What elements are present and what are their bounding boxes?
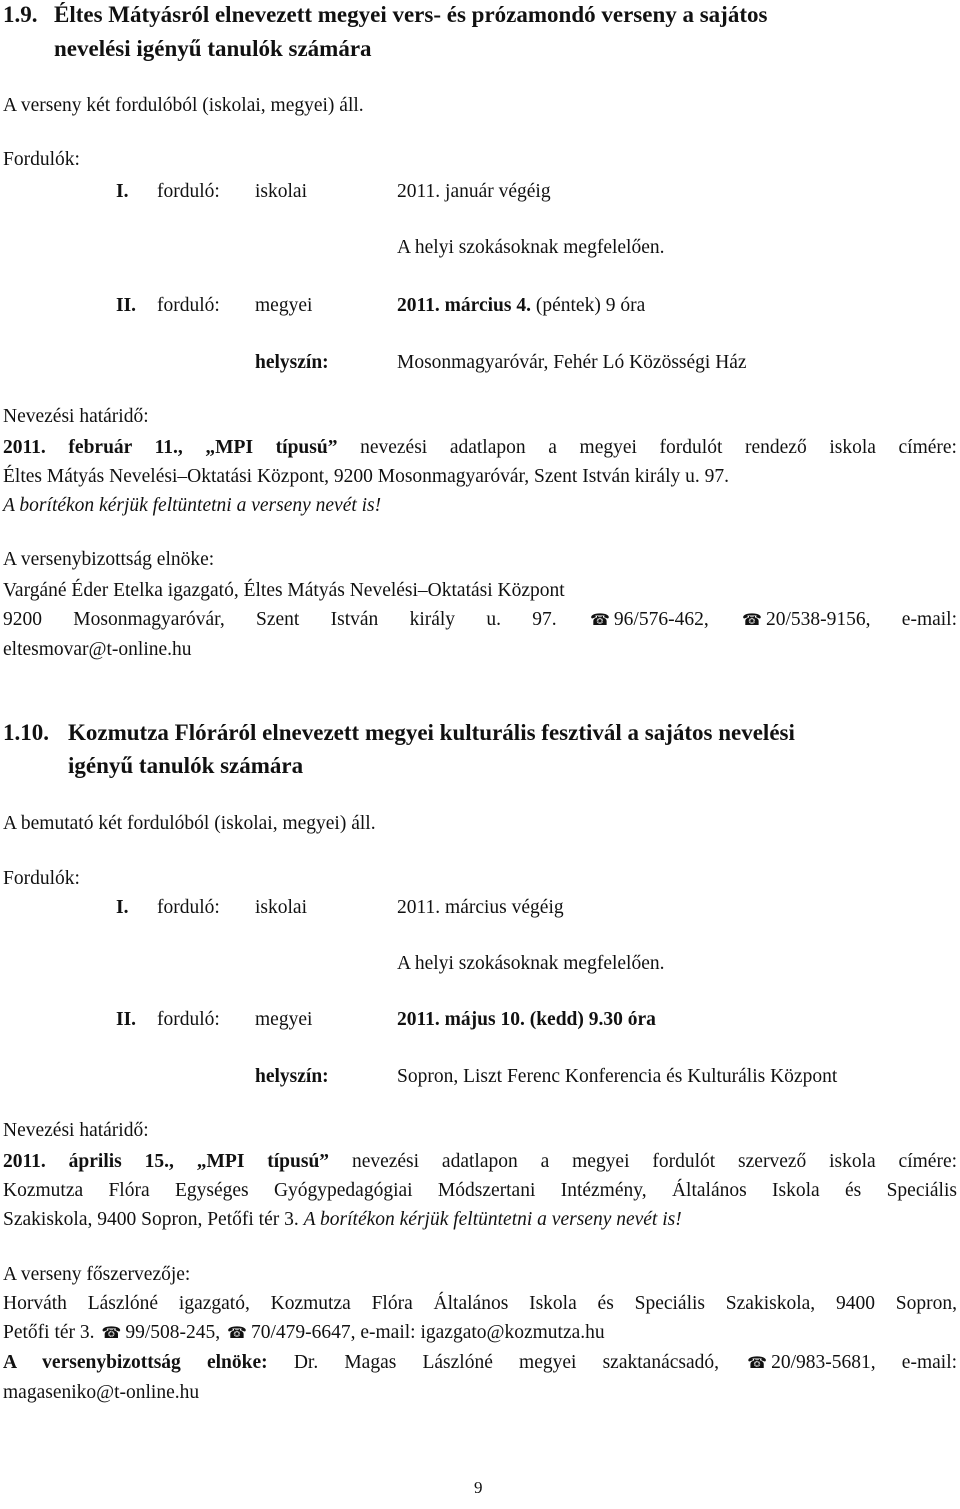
chair-phone2: 20/538-9156, e-mail: bbox=[765, 609, 958, 630]
round2-type: megyei bbox=[255, 295, 313, 316]
venue-label: helyszín: bbox=[255, 1066, 329, 1087]
deadline-line2: Kozmutza Flóra Egységes Gyógypedagógiai Módszertani Intézmény, Általános Iskola és Speciális bbox=[3, 1180, 957, 1201]
round2-date bbox=[397, 295, 645, 317]
telephone-icon: ☎ bbox=[742, 612, 762, 629]
form-name: „MPI típusú” bbox=[205, 437, 338, 458]
round1-note: A helyi szokásoknak megfelelően. bbox=[397, 953, 665, 974]
deadline-paragraph bbox=[3, 1147, 957, 1234]
round1-label: forduló: bbox=[157, 181, 220, 202]
chair-line bbox=[3, 1348, 957, 1378]
form-name: „MPI típusú” bbox=[196, 1151, 330, 1172]
telephone-icon: ☎ bbox=[747, 1355, 768, 1372]
section-number: 1.10. bbox=[3, 720, 49, 745]
page-number: 9 bbox=[474, 1478, 483, 1497]
organizer-paragraph bbox=[3, 1289, 957, 1407]
section-title-line1: Kozmutza Flóráról elnevezett megyei kulturális fesztivál a sajátos nevelési bbox=[68, 720, 795, 745]
deadline-line3 bbox=[3, 1205, 957, 1234]
deadline-text1: nevezési adatlapon a megyei fordulót rendező iskola címére: bbox=[360, 437, 957, 458]
chair-email: magaseniko@t-online.hu bbox=[3, 1382, 200, 1403]
round2-date-bold: 2011. március 4. bbox=[397, 295, 531, 316]
rounds-label: Fordulók: bbox=[3, 868, 80, 889]
deadline-label: Nevezési határidő: bbox=[3, 406, 149, 427]
round1-note: A helyi szokásoknak megfelelően. bbox=[397, 237, 665, 258]
chair-text: Dr. Magas Lászlóné megyei szaktanácsadó, bbox=[293, 1352, 719, 1373]
organizer-phone2: 70/479-6647, e-mail: igazgato@kozmutza.hu bbox=[250, 1322, 605, 1343]
venue-label: helyszín: bbox=[255, 352, 329, 373]
section-title-line2: igényű tanulók számára bbox=[68, 753, 304, 778]
chair-label: A versenybizottság elnöke: bbox=[3, 549, 215, 570]
round1-number: I. bbox=[116, 181, 129, 202]
deadline-sep: , bbox=[177, 437, 183, 458]
envelope-note: A borítékon kérjük feltüntetni a verseny nevét is! bbox=[303, 1209, 682, 1230]
organizer-address: Petőfi tér 3. bbox=[3, 1322, 95, 1343]
round1-date: 2011. március végéig bbox=[397, 897, 564, 918]
telephone-icon: ☎ bbox=[101, 1325, 122, 1342]
deadline-sep: , bbox=[169, 1151, 174, 1172]
organizer-line1: Horváth Lászlóné igazgató, Kozmutza Flóra Általános Iskola és Speciális Szakiskola, 9400 Sopron, bbox=[3, 1293, 957, 1314]
round1-type: iskolai bbox=[255, 181, 307, 202]
intro-text: A verseny két fordulóból (iskolai, megyei) áll. bbox=[3, 95, 364, 116]
round2-number: II. bbox=[116, 1009, 137, 1030]
chair-line2 bbox=[3, 605, 957, 635]
telephone-icon: ☎ bbox=[227, 1325, 247, 1342]
deadline-label: Nevezési határidő: bbox=[3, 1120, 149, 1141]
organizer-phone1: 99/508-245, bbox=[125, 1322, 221, 1343]
chair-address: 9200 Mosonmagyaróvár, Szent István király u. 97. bbox=[3, 609, 557, 630]
chair-phone: 20/983-5681, e-mail: bbox=[771, 1352, 958, 1373]
section-title-line2: nevelési igényű tanulók számára bbox=[54, 36, 372, 61]
round2-date: 2011. május 10. (kedd) 9.30 óra bbox=[397, 1009, 656, 1030]
deadline-date: 2011. február 11. bbox=[3, 437, 178, 458]
deadline-text1: nevezési adatlapon a megyei fordulót szervező iskola címére: bbox=[351, 1151, 958, 1172]
section-title-line1: Éltes Mátyásról elnevezett megyei vers- és prózamondó verseny a sajátos bbox=[54, 2, 768, 27]
round2-label: forduló: bbox=[157, 295, 220, 316]
round1-label: forduló: bbox=[157, 897, 220, 918]
organizer-line2 bbox=[3, 1318, 957, 1348]
deadline-text3: Szakiskola, 9400 Sopron, Petőfi tér 3. bbox=[3, 1209, 299, 1230]
chair-email: eltesmovar@t-online.hu bbox=[3, 639, 192, 660]
deadline-date: 2011. április 15. bbox=[3, 1151, 169, 1172]
round2-date-rest: (péntek) 9 óra bbox=[535, 295, 646, 316]
round1-date: 2011. január végéig bbox=[397, 181, 551, 202]
organizer-label: A verseny főszervezője: bbox=[3, 1264, 191, 1285]
venue-text: Sopron, Liszt Ferenc Konferencia és Kulturális Központ bbox=[397, 1066, 838, 1087]
deadline-line1 bbox=[3, 433, 957, 462]
section-number: 1.9. bbox=[3, 2, 38, 27]
chair-line1: Vargáné Éder Etelka igazgató, Éltes Mátyás Nevelési–Oktatási Központ bbox=[3, 580, 565, 601]
round2-number: II. bbox=[116, 295, 137, 316]
deadline-line2: Éltes Mátyás Nevelési–Oktatási Központ, 9200 Mosonmagyaróvár, Szent István király u. 97. bbox=[3, 466, 729, 487]
round2-label: forduló: bbox=[157, 1009, 220, 1030]
telephone-icon: ☎ bbox=[589, 612, 610, 629]
venue-text: Mosonmagyaróvár, Fehér Ló Közösségi Ház bbox=[397, 352, 747, 373]
deadline-line1 bbox=[3, 1147, 957, 1176]
chair-paragraph bbox=[3, 576, 957, 664]
round1-type: iskolai bbox=[255, 897, 307, 918]
envelope-note: A borítékon kérjük feltüntetni a verseny nevét is! bbox=[3, 495, 382, 516]
intro-text: A bemutató két fordulóból (iskolai, megyei) áll. bbox=[3, 813, 376, 834]
round2-type: megyei bbox=[255, 1009, 313, 1030]
rounds-label: Fordulók: bbox=[3, 149, 80, 170]
deadline-paragraph bbox=[3, 433, 957, 520]
chair-label: A versenybizottság elnöke: bbox=[3, 1352, 268, 1373]
chair-phone1: 96/576-462, bbox=[613, 609, 709, 630]
round1-number: I. bbox=[116, 897, 129, 918]
